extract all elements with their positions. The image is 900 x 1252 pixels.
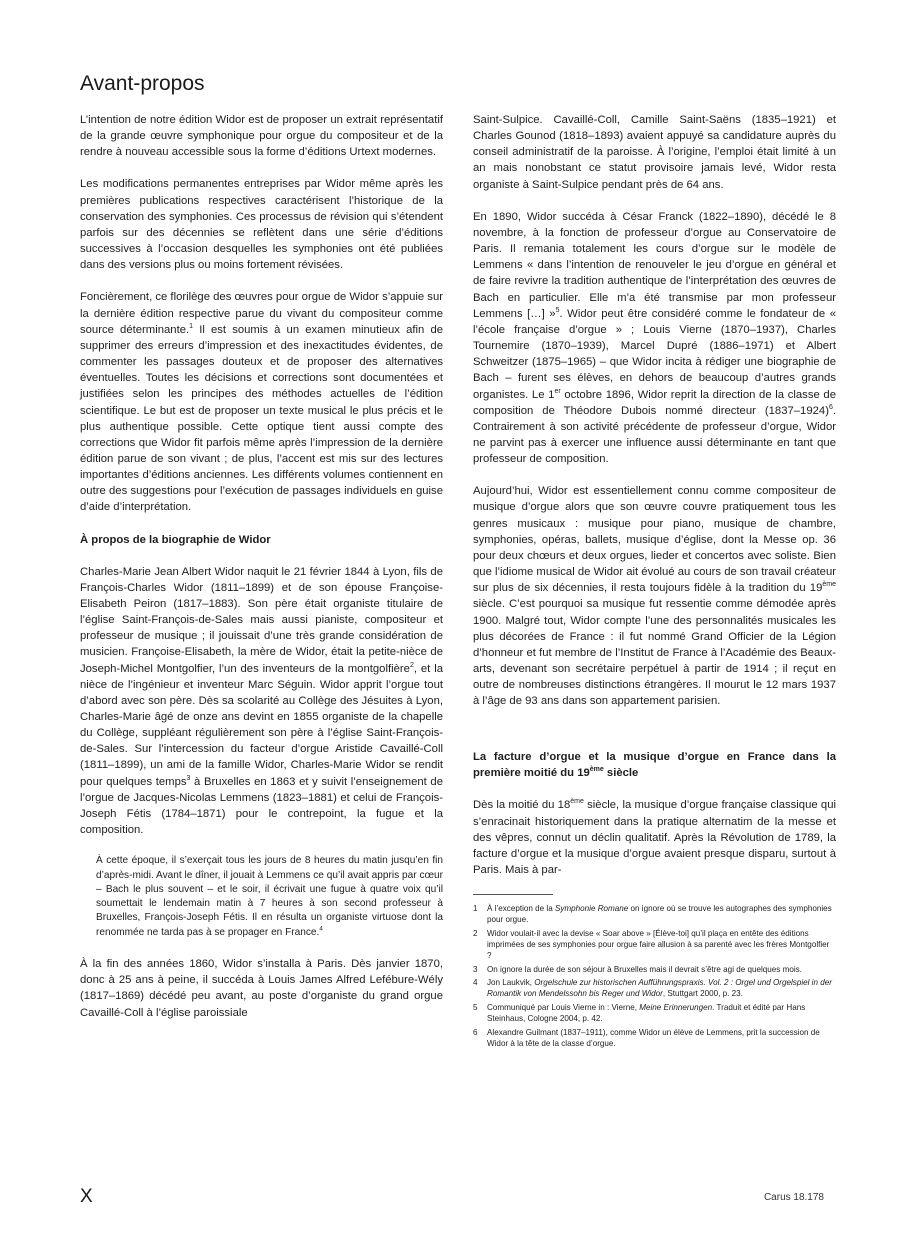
text-segment: . Widor peut être considéré comme le fondateur de « l’école française d’orgue » ; Louis Vierne (1870–1937), Charles Tournemire (1870–1939), Marcel Dupré (1886–1971) et Albert Schweitzer (1875–1965) – que Widor incita à rédiger une biographie de Bach – furent ses élèves, en dehors de beaucoup d’autres grands organistes. Le 1 xyxy=(473,307,836,401)
text-segment: à Bruxelles en 1863 et y suivit l’enseignement de l’orgue de Jacques-Nicolas Lemmens (1823–1881) et celui de François-Joseph Fétis (1784–1871) pour le contrepoint, la fugue et la composition. xyxy=(80,775,443,837)
footnote-ref: 1 xyxy=(189,322,194,330)
text-segment: octobre 1896, Widor reprit la direction de la classe de composition de Théodore Dubois nommé directeur (1837–1924) xyxy=(473,388,836,417)
text-segment: . Traduit et édité par Hans Steinhaus, Cologne 2004, p. 42. xyxy=(487,1003,806,1024)
text-segment: Il est soumis à un examen minutieux afin de supprimer des erreurs d’impression et des inexactitudes évidentes, de commenter les passages douteux et de proposer des alternatives éventuelles. Toutes les décisions et corrections sont documentées et justifiées selon les principes des méthodes actuelles de l’édition scientifique. Le but est de proposer un texte musical le plus précis et le plus authentique possible. Cette optique tient aussi compte des corrections que Widor fit parfois même après l’impression de la dernière édition parue de son vivant ; de plus, l’accent est mis sur des lectures importantes d’éditions anciennes. Les différents volumes contiennent en outre des suggestions pour l’exécution de passages individuels en guise d’aide d’interprétation. xyxy=(80,323,444,514)
footnote xyxy=(473,928,836,961)
text-segment: Charles-Marie Jean Albert Widor naquit le 21 février 1844 à Lyon, fils de François-Charles Widor (1811–1899) et de son épouse Françoise-Elisabeth Peiron (1817–1883). Son père était organiste titulaire de l’église Saint-François-de-Sales mais aussi pianiste, compositeur et professeur de musique ; il jouissait d’une très grande considération de musicien. Françoise-Elisabeth, la mère de Widor, était la petite-nièce de Joseph-Michel Montgolfier, l’un des inventeurs de la montgolfière xyxy=(80,565,443,675)
block-quote xyxy=(96,854,443,940)
italic-title: Orgelschule zur historischen Aufführungspraxis. Vol. 2 : Orgel und Orgelspiel in der Romantik von Mendelssohn bis Reger und Widor xyxy=(487,978,832,999)
italic-title: Symphonie Romane xyxy=(554,904,629,914)
footnote xyxy=(473,1027,836,1049)
section-heading-organ-building xyxy=(473,749,836,781)
page-title: Avant-propos xyxy=(80,72,205,95)
text-segment: siècle, la musique d’orgue française classique qui s’enracinait historiquement dans la pratique alternatim de la messe et des vêpres, connut un déclin qualitatif. Après la Révolution de 1789, la facture d’orgue et la musique d’orgue avaient presque disparu, surtout à Paris. Mais à par- xyxy=(473,799,836,877)
text-segment: Communiqué par Louis Vierne in : Vierne, xyxy=(487,1003,640,1012)
biography-paragraph xyxy=(80,564,443,839)
text-segment: . Contrairement à son activité précédente de professeur d’orgue, Widor ne parvint pas à exercer une influence aussi déterminante en tant que professeur de composition. xyxy=(473,404,836,466)
text-segment: , Stuttgart 2000, p. 23. xyxy=(662,989,743,999)
text-segment: Jon Laukvik, xyxy=(487,978,535,988)
footnote-ref: 4 xyxy=(319,925,323,933)
italic-title: Meine Erinnerungen xyxy=(639,1003,713,1012)
ordinal-suffix: ème xyxy=(570,798,584,806)
footnote-number: 4 xyxy=(473,978,478,988)
text-segment: Dès la moitié du 18 xyxy=(473,799,571,812)
text-segment: À l’exception de la xyxy=(487,904,555,914)
text-segment: On ignore la durée de son séjour à Bruxelles mais il devrait s’être agi de quelques mois. xyxy=(487,964,802,974)
footnote-text xyxy=(487,964,836,975)
text-segment: Aujourd’hui, Widor est essentiellement connu comme compositeur de musique d’orgue alors que son œuvre couvre pratiquement tous les genres musicaux : musique pour piano, musique de chambre, symphonies, opéras, ballets, musique d’église, dont la Messe op. 36 pour deux chœurs et deux orgues, lieder et concertos avec soliste. Bien que l’idiome musical de Widor ait évolué au cours de son travail créateur sur plus de six décennies, il resta toujours fidèle à la tradition du 19 xyxy=(473,485,836,595)
footnote-number: 6 xyxy=(473,1027,478,1037)
footnote-ref: 6 xyxy=(828,403,833,411)
footnote xyxy=(473,1002,836,1024)
text-segment: siècle. C’est pourquoi sa musique fut ressentie comme démodée après 1900. Malgré tout, Widor compte l’une des personnalités musicales les plus décorées de France : il fut nommé Grand Officier de la Légion d’honneur et fut membre de l’Institut de France à l’Académie des Beaux-arts, devenant son secrétaire perpétuel à partir de 1914 ; il reçut en outre de nombreuses distinctions étrangères. Il mourut le 12 mars 1937 à l’âge de 93 ans dans son appartement parisien. xyxy=(473,598,836,708)
footnote-text xyxy=(487,903,836,925)
text-segment: , et la nièce de l’ingénieur et inventeur Marc Séguin. Widor apprit l’orgue tout d’abord avec son père. Dès sa scolarité au Collège des Jésuites à Lyon, Charles-Marie âgé de onze ans devint en 1855 organiste de la chapelle du Collège, suppléant régulièrement son père à l’église Saint-François-de-Sales. Sur l’intercession du facteur d’orgue Aristide Cavaillé-Coll (1811–1899), un ami de la famille Widor, Charles-Marie Widor se rendit pour quelques temps xyxy=(80,662,443,788)
left-column xyxy=(80,112,443,1037)
publisher-catalog-number: Carus 18.178 xyxy=(763,1192,824,1203)
footnote-text xyxy=(487,928,836,961)
text-segment: Alexandre Guilmant (1837–1911), comme Widor un élève de Lemmens, prit la succession de Widor à la tête de la classe d’orgue. xyxy=(487,1027,820,1048)
page-number: X xyxy=(80,1186,93,1207)
revisions-paragraph: Les modifications permanentes entreprises par Widor même après les premières publications respectives caractérisent l’historique de la conservation des symphonies. Ces processus de révision qui s’étendent parfois sur des décennies se reflètent dans une série d’éditions successives à l’occasion desquelles les symphonies ont été publiées dans des versions plus ou moins fortement révisées. xyxy=(80,178,443,272)
heading-text: siècle xyxy=(603,767,639,780)
footnote xyxy=(473,977,836,999)
text-segment: on ignore où se trouve les autographes des symphonies pour orgue. xyxy=(487,904,832,925)
saint-sulpice-paragraph: Saint-Sulpice. Cavaillé-Coll, Camille Saint-Saëns (1835–1921) et Charles Gounod (1818–1893) avaient appuyé sa candidature auprès du conseil administratif de la paroisse. À l’origine, l’emploi était limité à un an mais nonobstant ce statut provisoire jamais levé, Widor resta organiste à Saint-Sulpice pendant près de 64 ans. xyxy=(473,114,836,191)
ordinal-suffix: ème xyxy=(589,766,604,774)
paris-paragraph: À la fin des années 1860, Widor s’installa à Paris. Dès janvier 1870, donc à 25 ans à peine, il succéda à Louis James Alfred Lefébure-Wély (1817–1869) décédé peu avant, au poste d’organiste du grand orgue Cavaillé-Coll à l’église paroissiale xyxy=(80,958,443,1019)
quote-text: À cette époque, il s’exerçait tous les jours de 8 heures du matin jusqu’en fin d’après-midi. Avant le dîner, il jouait à Lemmens ce qu’il avait appris par cœur – Bach le plus souvent – et le soir, il écrivait une fugue à quatre voix qu’il soumettait le lendemain matin à 7 heures à son second professeur à Bruxelles, François-Joseph Fétis. Il en résulta un organiste virtuose dont la renommée ne tarda pas à se propager en France. xyxy=(96,855,443,938)
footnote-text xyxy=(487,1027,836,1049)
legacy-paragraph xyxy=(473,483,836,709)
intro-paragraph: L’intention de notre édition Widor est de proposer un extrait représentatif de la grande œuvre symphonique pour orgue du compositeur et de la rendre à nouveau accessible sous la forme d’éditions Urtext modernes. xyxy=(80,114,443,159)
right-column xyxy=(473,112,836,1051)
footnote-number: 1 xyxy=(473,904,478,914)
text-segment: Foncièrement, ce florilège des œuvres pour orgue de Widor s’appuie sur la dernière édition respective parue du vivant du compositeur comme source déterminante. xyxy=(80,291,443,336)
conservatoire-paragraph xyxy=(473,209,836,468)
edition-paragraph xyxy=(80,289,443,515)
heading-text: La facture d’orgue et la musique d’orgue en France dans la première moitié du 19 xyxy=(473,751,836,780)
footnote-divider xyxy=(473,894,553,895)
footnote-number: 5 xyxy=(473,1003,478,1012)
footnote-text xyxy=(487,977,836,999)
footnote-number: 2 xyxy=(473,928,478,938)
organ-decline-paragraph xyxy=(473,797,836,878)
text-segment: En 1890, Widor succéda à César Franck (1822–1890), décédé le 8 novembre, à la fonction de professeur d’orgue au Conservatoire de Paris. Il remania totalement les cours d’orgue sur le modèle de Lemmens « dans l’intention de renouveler le jeu d’orgue en général et de faire revivre la tradition authentique de l’interprétation des œuvres de Bach en particulier. Elle m’a été transmise par mon professeur Lemmens […] » xyxy=(473,210,836,320)
footnote-ref: 2 xyxy=(409,661,414,669)
text-segment: Widor voulait-il avec la devise « Soar above » [Élève-toi] qu’il plaça en entête des éditions imprimées de ses symphonies pour orgue faire allusion à sa parenté avec les frères Montgolfier ? xyxy=(487,928,830,961)
section-heading-biography: À propos de la biographie de Widor xyxy=(80,533,271,546)
footnote-number: 3 xyxy=(473,964,478,974)
footnote xyxy=(473,964,836,975)
footnote xyxy=(473,903,836,925)
footnotes-list xyxy=(473,903,836,1049)
ordinal-suffix: er xyxy=(554,387,561,395)
footnote-ref: 5 xyxy=(555,306,560,314)
footnote-ref: 3 xyxy=(186,774,191,782)
ordinal-suffix: ème xyxy=(822,581,836,589)
footnote-text xyxy=(487,1002,836,1024)
